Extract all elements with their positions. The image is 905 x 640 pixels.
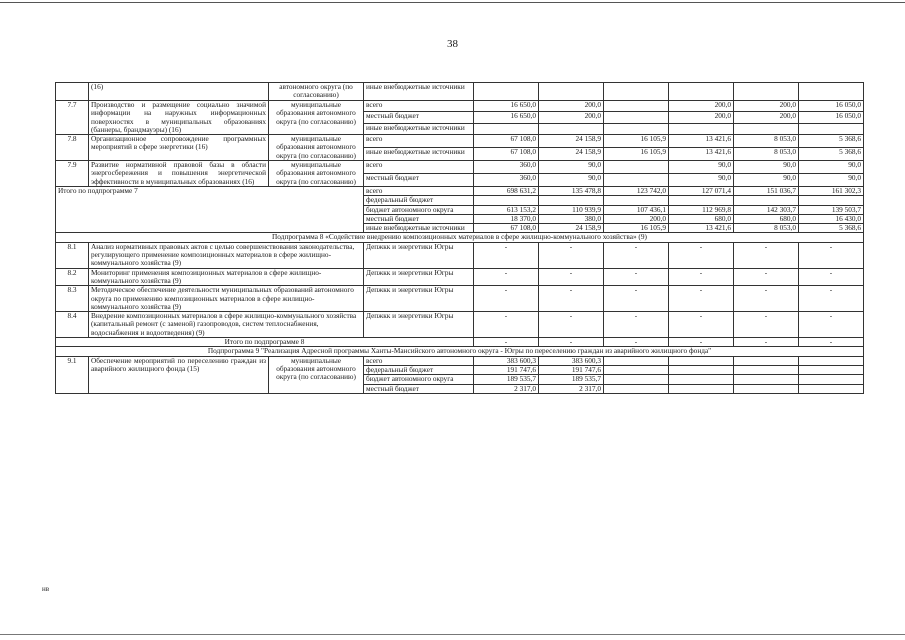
value-cell <box>734 365 799 374</box>
value-cell: 191 747,6 <box>539 365 604 374</box>
scan-edge-top <box>0 2 905 3</box>
table-row <box>56 101 864 112</box>
source-cell: всего <box>364 161 474 174</box>
value-cell: 123 742,0 <box>604 186 669 195</box>
source-cell: всего <box>364 356 474 365</box>
value-cell: 200,0 <box>669 101 734 112</box>
source-cell: федеральный бюджет <box>364 196 474 205</box>
value-cell: - <box>604 268 669 286</box>
value-cell: 107 436,1 <box>604 205 669 214</box>
value-cell: 5 368,6 <box>799 224 864 233</box>
value-cell: 90,0 <box>539 161 604 174</box>
table-row <box>56 186 864 195</box>
source-cell: местный бюджет <box>364 112 474 123</box>
value-cell <box>734 375 799 384</box>
source-cell: бюджет автономного округа <box>364 375 474 384</box>
value-cell <box>604 196 669 205</box>
measure-description: Внедрение композиционных материалов в сфере жилищно-коммунального хозяйства (капитальный ремонт (с заменой) газопроводов, систем теплоснабжения, водоснабжения и водоотведения) (9) <box>89 312 364 338</box>
executor-cell: Депжкк и энергетики Югры <box>364 286 474 312</box>
table-row <box>56 83 864 101</box>
value-cell <box>474 196 539 205</box>
subtotal-label: Итого по подпрограмме 8 <box>56 338 474 347</box>
value-cell: 2 317,0 <box>474 384 539 393</box>
value-cell: 13 421,6 <box>669 224 734 233</box>
value-cell: 8 053,0 <box>734 148 799 161</box>
source-cell: иные внебюджетные источники <box>364 224 474 233</box>
value-cell: 680,0 <box>734 214 799 223</box>
row-number-cell: 8.4 <box>56 312 89 338</box>
value-cell: 16 105,9 <box>604 224 669 233</box>
value-cell: 613 153,2 <box>474 205 539 214</box>
value-cell: - <box>669 286 734 312</box>
value-cell: 8 053,0 <box>734 224 799 233</box>
value-cell: 383 600,3 <box>539 356 604 365</box>
value-cell <box>539 123 604 134</box>
source-cell: иные внебюджетные источники <box>364 83 474 101</box>
value-cell: - <box>604 338 669 347</box>
value-cell <box>669 83 734 101</box>
value-cell <box>474 83 539 101</box>
program-table <box>55 82 864 394</box>
value-cell: - <box>539 312 604 338</box>
value-cell: 110 939,9 <box>539 205 604 214</box>
value-cell: - <box>799 338 864 347</box>
value-cell: - <box>539 286 604 312</box>
source-cell: всего <box>364 135 474 148</box>
value-cell: - <box>799 286 864 312</box>
value-cell <box>734 83 799 101</box>
row-number-cell: 7.9 <box>56 161 89 187</box>
value-cell: 112 969,8 <box>669 205 734 214</box>
row-number-cell: 9.1 <box>56 356 89 393</box>
value-cell: 16 050,0 <box>799 101 864 112</box>
value-cell: 8 053,0 <box>734 135 799 148</box>
value-cell: 13 421,6 <box>669 148 734 161</box>
row-number-cell: 7.8 <box>56 135 89 161</box>
value-cell: 67 108,0 <box>474 135 539 148</box>
value-cell: - <box>799 312 864 338</box>
source-cell: иные внебюджетные источники <box>364 148 474 161</box>
value-cell <box>474 123 539 134</box>
value-cell: - <box>669 338 734 347</box>
value-cell <box>669 384 734 393</box>
measure-description: Методическое обеспечение деятельности муниципальных образований автономного округа по применению композиционных материалов в сфере жилищно-коммунального хозяйства (9) <box>89 286 364 312</box>
table-row <box>56 312 864 338</box>
value-cell <box>669 365 734 374</box>
value-cell: - <box>474 312 539 338</box>
measure-description: Производство и размещение социально значимой информации на наружных информационных поверхностях в муниципальных образованиях (баннеры, брандмауэры) (16) <box>89 101 269 135</box>
value-cell: 90,0 <box>539 174 604 187</box>
value-cell: 161 302,3 <box>799 186 864 195</box>
source-cell: бюджет автономного округа <box>364 205 474 214</box>
value-cell: - <box>539 268 604 286</box>
value-cell: 16 650,0 <box>474 101 539 112</box>
value-cell <box>604 123 669 134</box>
value-cell: 24 158,9 <box>539 224 604 233</box>
subtotal-label: Итого по подпрограмме 7 <box>56 186 364 232</box>
table-row <box>56 356 864 365</box>
value-cell: - <box>734 242 799 268</box>
value-cell <box>734 196 799 205</box>
value-cell <box>539 83 604 101</box>
value-cell <box>799 196 864 205</box>
value-cell: - <box>669 268 734 286</box>
value-cell: 360,0 <box>474 161 539 174</box>
value-cell: 16 650,0 <box>474 112 539 123</box>
value-cell: - <box>669 312 734 338</box>
value-cell <box>734 356 799 365</box>
value-cell: 90,0 <box>734 174 799 187</box>
value-cell <box>604 384 669 393</box>
value-cell: 200,0 <box>734 112 799 123</box>
value-cell <box>799 384 864 393</box>
value-cell: - <box>604 312 669 338</box>
value-cell: 16 430,0 <box>799 214 864 223</box>
value-cell: 16 050,0 <box>799 112 864 123</box>
value-cell: 90,0 <box>799 174 864 187</box>
page-number: 38 <box>447 38 458 50</box>
value-cell: 135 478,8 <box>539 186 604 195</box>
value-cell: 90,0 <box>669 174 734 187</box>
value-cell <box>604 375 669 384</box>
executor-cell: Депжкк и энергетики Югры <box>364 312 474 338</box>
value-cell <box>669 196 734 205</box>
subprogram-header: Подпрограмма 8 «Содействие внедрению композиционных материалов в сфере жилищно-коммунального хозяйства» (9) <box>56 233 864 242</box>
value-cell <box>799 83 864 101</box>
value-cell: 18 370,0 <box>474 214 539 223</box>
executor-cell: муниципальные образования автономного округа (по согласованию) <box>269 161 364 187</box>
row-number-cell <box>56 83 89 101</box>
value-cell <box>669 375 734 384</box>
value-cell: - <box>734 312 799 338</box>
table-row <box>56 242 864 268</box>
value-cell: - <box>539 242 604 268</box>
executor-cell: муниципальные образования автономного округа (по согласованию) <box>269 135 364 161</box>
source-cell: местный бюджет <box>364 214 474 223</box>
row-number-cell: 7.7 <box>56 101 89 135</box>
value-cell: - <box>474 242 539 268</box>
value-cell <box>734 384 799 393</box>
value-cell: - <box>474 286 539 312</box>
executor-cell: муниципальные образования автономного округа (по согласованию) <box>269 356 364 393</box>
value-cell <box>604 356 669 365</box>
executor-cell: Депжкк и энергетики Югры <box>364 242 474 268</box>
row-number-cell: 8.2 <box>56 268 89 286</box>
source-cell: всего <box>364 101 474 112</box>
value-cell: 151 036,7 <box>734 186 799 195</box>
value-cell: 24 158,9 <box>539 135 604 148</box>
measure-description: Организационное сопровождение программных мероприятий в сфере энергетики (16) <box>89 135 269 161</box>
value-cell <box>799 123 864 134</box>
table-row <box>56 268 864 286</box>
scan-edge-bottom <box>0 634 905 635</box>
value-cell <box>539 196 604 205</box>
value-cell: 16 105,9 <box>604 135 669 148</box>
value-cell <box>604 174 669 187</box>
value-cell: - <box>669 242 734 268</box>
measure-description: Анализ нормативных правовых актов с целью совершенствования законодательства, регулирующего применение композиционных материалов в сфере жилищно-коммунального хозяйства (9) <box>89 242 364 268</box>
value-cell: 5 368,6 <box>799 148 864 161</box>
value-cell: 680,0 <box>669 214 734 223</box>
source-cell: местный бюджет <box>364 174 474 187</box>
value-cell: - <box>799 268 864 286</box>
row-number-cell: 8.3 <box>56 286 89 312</box>
value-cell: 189 535,7 <box>474 375 539 384</box>
table-row <box>56 233 864 242</box>
value-cell: 67 108,0 <box>474 148 539 161</box>
table-row <box>56 347 864 356</box>
value-cell: 189 535,7 <box>539 375 604 384</box>
measure-description: Развитие нормативной правовой базы в области энергосбережения и повышения энергетической эффективности в муниципальных образованиях (16) <box>89 161 269 187</box>
value-cell: - <box>734 338 799 347</box>
value-cell: 200,0 <box>539 112 604 123</box>
value-cell: 360,0 <box>474 174 539 187</box>
source-cell: местный бюджет <box>364 384 474 393</box>
value-cell: 383 600,3 <box>474 356 539 365</box>
row-number-cell: 8.1 <box>56 242 89 268</box>
table-row <box>56 161 864 174</box>
footnote-mark: нв <box>42 585 50 593</box>
source-cell: всего <box>364 186 474 195</box>
value-cell <box>604 112 669 123</box>
value-cell: 90,0 <box>669 161 734 174</box>
measure-description: Обеспечение мероприятий по переселению граждан из аварийного жилищного фонда (15) <box>89 356 269 393</box>
value-cell: 142 303,7 <box>734 205 799 214</box>
value-cell <box>604 101 669 112</box>
value-cell: 13 421,6 <box>669 135 734 148</box>
table-row <box>56 135 864 148</box>
value-cell: 90,0 <box>734 161 799 174</box>
value-cell: - <box>734 268 799 286</box>
value-cell: 191 747,6 <box>474 365 539 374</box>
value-cell: 200,0 <box>539 101 604 112</box>
value-cell <box>734 123 799 134</box>
value-cell <box>604 83 669 101</box>
value-cell <box>799 365 864 374</box>
value-cell: 2 317,0 <box>539 384 604 393</box>
value-cell: - <box>799 242 864 268</box>
value-cell: 200,0 <box>604 214 669 223</box>
value-cell <box>799 356 864 365</box>
value-cell: - <box>539 338 604 347</box>
measure-description: (16) <box>89 83 269 101</box>
table-body <box>56 83 864 394</box>
value-cell <box>669 123 734 134</box>
value-cell: 5 368,6 <box>799 135 864 148</box>
source-cell: федеральный бюджет <box>364 365 474 374</box>
value-cell <box>604 161 669 174</box>
value-cell: 698 631,2 <box>474 186 539 195</box>
subprogram-header: Подпрограмма 9 "Реализация Адресной программы Ханты-Мансийского автономного округа - Югры по переселению граждан из аварийного жилищного фонда" <box>56 347 864 356</box>
value-cell: 139 503,7 <box>799 205 864 214</box>
source-cell: иные внебюджетные источники <box>364 123 474 134</box>
value-cell: 16 105,9 <box>604 148 669 161</box>
value-cell: 67 108,0 <box>474 224 539 233</box>
value-cell: - <box>734 286 799 312</box>
executor-cell: автономного округа (по согласованию) <box>269 83 364 101</box>
table-row <box>56 338 864 347</box>
value-cell: 24 158,9 <box>539 148 604 161</box>
value-cell: 380,0 <box>539 214 604 223</box>
value-cell <box>669 356 734 365</box>
measure-description: Мониторинг применения композиционных материалов в сфере жилищно-коммунального хозяйства (9) <box>89 268 364 286</box>
table-row <box>56 286 864 312</box>
value-cell: - <box>474 268 539 286</box>
value-cell: - <box>604 242 669 268</box>
value-cell: 90,0 <box>799 161 864 174</box>
value-cell <box>604 365 669 374</box>
executor-cell: Депжкк и энергетики Югры <box>364 268 474 286</box>
value-cell: 200,0 <box>734 101 799 112</box>
value-cell: 127 071,4 <box>669 186 734 195</box>
executor-cell: муниципальные образования автономного округа (по согласованию) <box>269 101 364 135</box>
value-cell: - <box>474 338 539 347</box>
value-cell: 200,0 <box>669 112 734 123</box>
value-cell <box>799 375 864 384</box>
value-cell: - <box>604 286 669 312</box>
